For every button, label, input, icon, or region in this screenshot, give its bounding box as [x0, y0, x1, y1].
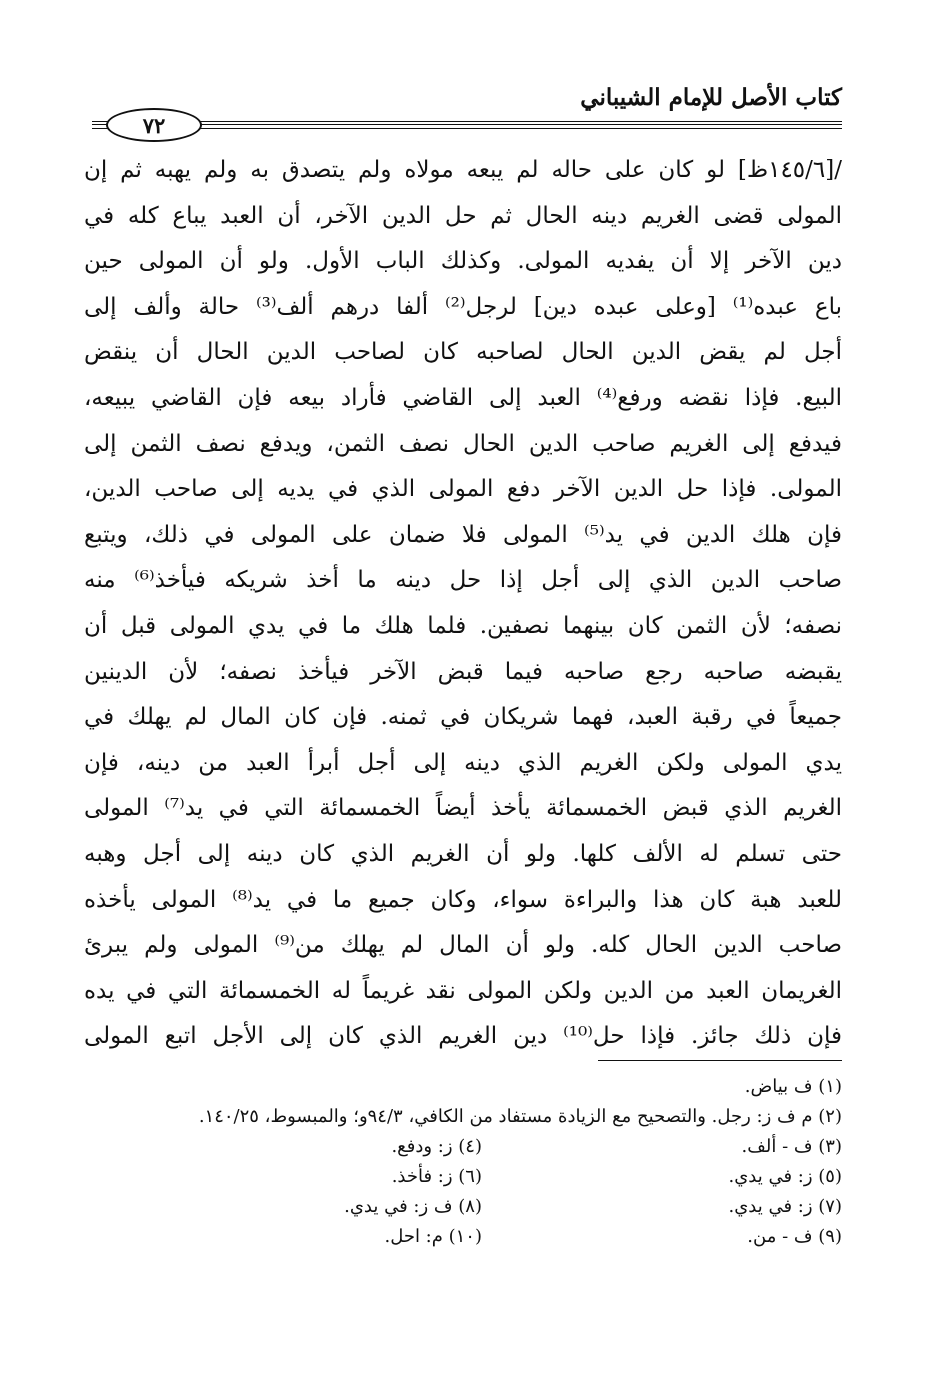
footnote-9: (٩) ف - من.: [747, 1226, 842, 1247]
text-line: الغريم الذي قبض الخمسمائة يأخذ أيضاً الخمسمائة التي في يد⁽⁷⁾ المولى: [84, 795, 842, 822]
text-line: فيدفع إلى الغريم صاحب الدين الحال نصف الثمن، ويدفع نصف الثمن إلى: [84, 430, 842, 457]
footnote-5: (٥) ز: في يدي.: [728, 1166, 842, 1187]
text-line: باع عبده⁽¹⁾ [وعلى عبده دين] لرجل⁽²⁾ ألفا درهم ألف⁽³⁾ حالة وألف إلى: [84, 293, 842, 320]
main-text: [84, 148, 842, 1060]
text-line: الغريمان العبد من الدين ولكن المولى نقد غريماً له الخمسمائة التي في يده: [84, 977, 842, 1004]
footnote-8: (٨) ف ز: في يدي.: [344, 1196, 482, 1217]
text-line: فإن هلك الدين في يد⁽⁵⁾ المولى فلا ضمان على المولى في ذلك، ويتبع: [84, 521, 842, 548]
text-line: جميعاً في رقبة العبد، فهما شريكان في ثمنه. فإن كان المال لم يهلك في: [84, 704, 842, 731]
text-line: يقبضه صاحبه رجع صاحبه فيما قبض الآخر فيأخذ نصفه؛ لأن الدينين: [84, 658, 842, 685]
text-line: فإن ذلك جائز. فإذا حل⁽¹⁰⁾ دين الغريم الذي كان إلى الأجل اتبع المولى: [84, 1023, 842, 1050]
footnote-2: (٢) م ف ز: رجل. والتصحيح مع الزيادة مستفاد من الكافي، ٩٤/٣و؛ والمبسوط، ١٤٠/٢٥.: [198, 1106, 842, 1127]
text-line: دين الآخر إلا أن يفديه المولى. وكذلك الباب الأول. ولو أن المولى حين: [84, 248, 842, 275]
text-line: المولى. فإذا حل الدين الآخر دفع المولى الذي في يديه إلى صاحب الدين،: [84, 476, 842, 503]
text-line: نصفه؛ لأن الثمن كان بينهما نصفين. فلما هلك ما في يدي المولى قبل أن: [84, 612, 842, 639]
footnote-10: (١٠) م: احل.: [384, 1226, 482, 1247]
footnote-separator: [598, 1060, 842, 1061]
footnote-7: (٧) ز: في يدي.: [728, 1196, 842, 1217]
header-thin-rule: [92, 128, 842, 129]
text-line: صاحب الدين الذي إلى أجل إذا حل دينه ما أخذ شريكه فيأخذ⁽⁶⁾ منه: [84, 567, 842, 594]
footnote-3: (٣) ف - ألف.: [741, 1136, 842, 1157]
text-line: للعبد هبة كان هذا والبراءة سواء، وكان جميع ما في يد⁽⁸⁾ المولى يأخذه: [84, 886, 842, 913]
text-line: يدي المولى ولكن الغريم الذي دينه إلى أجل أبرأ العبد من دينه، فإن: [84, 749, 842, 776]
text-line: /[١٤٥/٦ظ] لو كان على حاله لم يبعه مولاه ولم يتصدق به ولم يهبه ثم إن: [84, 157, 842, 183]
footnotes: [96, 1072, 842, 1252]
text-line: صاحب الدين الحال كله. ولو أن المال لم يهلك من⁽⁹⁾ المولى ولم يبرئ: [84, 932, 842, 959]
footnote-row: [96, 1162, 842, 1192]
page-number: ٧٢: [106, 108, 202, 142]
footnote-row: [96, 1132, 842, 1162]
text-line: أجل لم يقض الدين الحال لصاحبه كان لصاحب الدين الحال أن ينقض: [84, 339, 842, 366]
footnote-4: (٤) ز: ودفع.: [391, 1136, 482, 1157]
footnote-row: [96, 1222, 842, 1252]
text-line: البيع. فإذا نقضه ورفع⁽⁴⁾ العبد إلى القاضي فأراد بيعه فإن القاضي يبيعه،: [84, 384, 842, 411]
footnote-6: (٦) ز: فأخذ.: [391, 1166, 482, 1187]
running-header-title: كتاب الأصل للإمام الشيباني: [580, 84, 842, 111]
footnote-row: [96, 1192, 842, 1222]
text-line: المولى قضى الغريم دينه الحال ثم حل الدين الآخر، أن العبد يباع كله في: [84, 202, 842, 229]
text-line: حتى تسلم له الألف كلها. ولو أن الغريم الذي كان دينه إلى أجل وهبه: [84, 840, 842, 867]
header-double-rule: [92, 121, 842, 125]
footnote-1: (١) ف بياض.: [744, 1076, 842, 1097]
